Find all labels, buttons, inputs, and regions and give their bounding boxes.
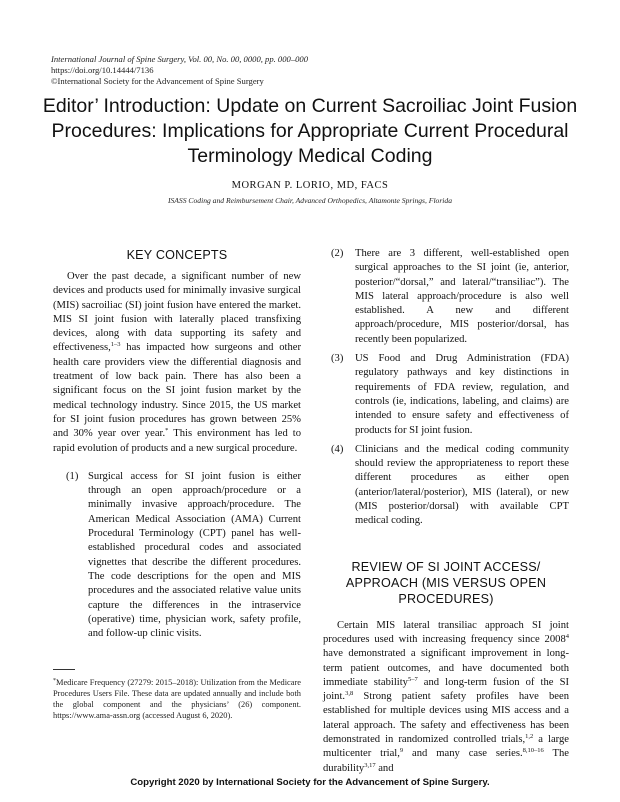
citation-ref[interactable]: 5–7 (407, 675, 418, 683)
key-concepts-list-a (53, 470, 301, 642)
review-heading: REVIEW OF SI JOINT ACCESS/ APPROACH (MIS VERSUS OPEN PROCEDURES) (345, 559, 547, 606)
citation-ref[interactable]: 9 (399, 747, 404, 755)
right-column (323, 247, 569, 776)
citation-ref[interactable]: 3,8 (345, 690, 354, 698)
review-paragraph: Certain MIS lateral transiliac approach SI joint procedures used with increasing frequency since 2008$^4$ have demonstrated a significant improvement in long-term patient outcomes, and have documented both immediate stability$^{5-7}$ and long-term fusion of the SI joint.$^{3,8}$ Strong patient safety profiles have been established for multiple devices using MIS access and a lateral approach. The safety and effectiveness has been demonstrated in randomized controlled trials,$^{1,2}$ a large multicenter trial,$^9$ and many case series.$^{8,10-16}$ The durability$^{3,17}$ and (323, 619, 570, 774)
intro-paragraph: Over the past decade, a significant number of new devices and products used for minimally invasive surgical (MIS) sacroiliac (SI) joint fusion have entered the market. MIS SI joint fusion with laterally placed transfixing devices, along with data supporting its safety and effectiveness,$^{1-3}$ has impacted how surgeons and other health care providers view the differential diagnosis and treatment of low back pain. There has also been a significant focus on the SI joint fusion market by the medical technology industry. Since 2015, the US market for SI joint fusion procedures has grown between 25% and 30% year over year.* This environment has led to rapid evolution of products and a new surgical procedure. (53, 271, 302, 454)
left-column (53, 247, 301, 646)
journal-citation: International Journal of Spine Surgery, Vol. 00, No. 00, 0000, pp. 000–000 (51, 54, 309, 64)
citation-ref[interactable]: 1–3 (110, 341, 121, 349)
list-item (323, 443, 569, 529)
list-item-text: There are 3 different, well-established open surgical approaches to the SI joint (ie, anterior, posterior/“dorsal,” and lateral/“transiliac”). The MIS lateral approach/procedure is also well established. A new and different approach/procedure, MIS posterior/dorsal, has recently been popularized. (355, 248, 569, 345)
journal-header (51, 54, 308, 87)
footnote-text: Medicare Frequency (27279: 2015–2018): Utilization from the Medicare Procedures Users File. These data are updated annually and include both the global component and the physicians’ (26) component. https://www.ama-assn.org (accessed August 6, 2020). (53, 678, 301, 720)
list-item-number: (4) (331, 443, 344, 455)
key-concepts-heading: KEY CONCEPTS (126, 248, 228, 262)
citation-ref[interactable]: 1,2 (525, 733, 534, 741)
key-concepts-list-b (323, 247, 569, 529)
article-title: Editor’ Introduction: Update on Current Sacroiliac Joint Fusion Procedures: Implications for Appropriate Current Procedural Terminology Medical Coding (42, 95, 578, 167)
list-item-text: Surgical access for SI joint fusion is either through an open approach/procedure or a minimally invasive approach/procedure. The American Medical Association (AMA) Current Procedural Terminology (CPT) panel has well-established procedural codes and associated vignettes that describe the different procedures. The code descriptions for the open and MIS procedures and the associated relative value units capture the differences in the intraservice (operative) time, physician work, safety profile, and follow-up clinic visits. (88, 470, 301, 640)
author-name: MORGAN P. LORIO, MD, FACS (231, 180, 389, 191)
list-item (323, 352, 569, 438)
doi-link[interactable]: https://doi.org/10.14444/7136 (51, 65, 154, 75)
author-affiliation: ISASS Coding and Reimbursement Chair, Advanced Orthopedics, Altamonte Springs, Florida (167, 196, 453, 205)
page-footer-copyright: Copyright 2020 by International Society for the Advancement of Spine Surgery. (130, 777, 490, 788)
list-item-text: Clinicians and the medical coding community should review the appropriateness to report these different procedures as either open (anterior/lateral/posterior), MIS (lateral), or new (MIS posterior/dorsal) with available CPT medical coding. (355, 443, 569, 527)
list-item-text: US Food and Drug Administration (FDA) regulatory pathways and key distinctions in requirements of FDA review, regulation, and controls (ie, indications, labeling, and claims) are intended to ensure safety and effectiveness of products for SI joint fusion. (355, 353, 569, 436)
list-item-number: (1) (66, 470, 79, 482)
list-item (53, 470, 301, 642)
list-item-number: (3) (331, 353, 344, 365)
list-item (323, 247, 569, 347)
citation-ref[interactable]: 3,17 (364, 761, 376, 769)
citation-ref[interactable]: 8,10–16 (522, 747, 544, 755)
footnote-divider (53, 669, 75, 670)
footnote-mark: * (53, 678, 56, 684)
footnote-ref[interactable]: * (165, 427, 169, 435)
society-copyright: ©International Society for the Advancement of Spine Surgery (51, 76, 264, 86)
list-item-number: (2) (331, 248, 344, 259)
footnote (53, 676, 301, 721)
citation-ref[interactable]: 4 (565, 632, 569, 640)
